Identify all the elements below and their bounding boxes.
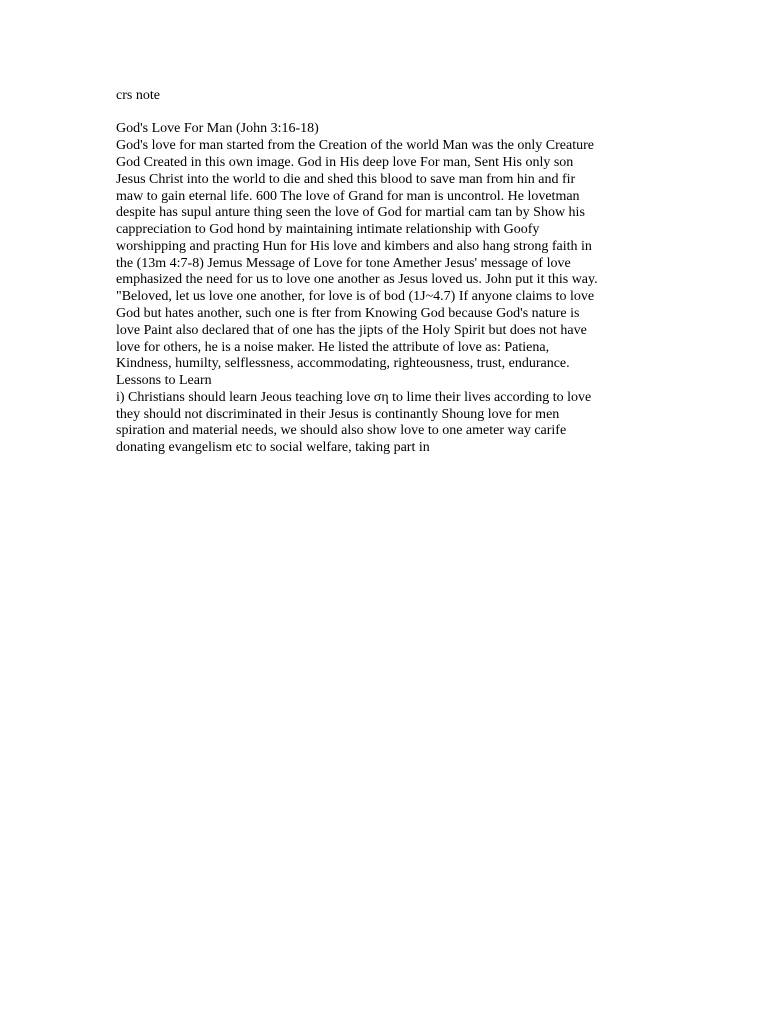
text-line: Jesus Christ into the world to die and shed this blood to save man from hin and fir [116,172,576,187]
text-line: God Created in this own image. God in His deep love For man, Sent His only son [116,155,574,170]
text-line: donating evangelism etc to social welfare, taking part in [116,440,430,455]
text-line: the (13m 4:7-8) Jemus Message of Love for tone Amether Jesus' message of love [116,256,571,271]
text-line: maw to gain eternal life. 600 The love of Grand for man is uncontrol. He lovetman [116,189,580,204]
section-heading: God's Love For Man (John 3:16-18) [116,121,319,136]
text-line: "Beloved, let us love one another, for love is of bod (1J~4.7) If anyone claims to love [116,289,595,304]
document-title: crs note [116,88,160,103]
text-line: Kindness, humilty, selflessness, accommodating, righteousness, trust, endurance. [116,356,570,371]
text-line: love for others, he is a noise maker. He listed the attribute of love as: Patiena, [116,340,550,355]
text-line: they should not discriminated in their Jesus is continantly Shoung love for men [116,407,560,422]
text-line: despite has supul anture thing seen the love of God for martial cam tan by Show his [116,205,585,220]
text-line: worshipping and practing Hun for His love and kimbers and also hang strong faith in [116,239,592,254]
text-line: love Paint also declared that of one has the jipts of the Holy Spirit but does not have [116,323,587,338]
text-line: God's love for man started from the Creation of the world Man was the only Creature [116,138,595,153]
document-page [116,0,656,1024]
text-line: spiration and material needs, we should also show love to one ameter way carife [116,423,567,438]
text-line: cappreciation to God hond by maintaining intimate relationship with Goofy [116,222,540,237]
section-heading: Lessons to Learn [116,373,212,388]
text-line: emphasized the need for us to love one another as Jesus loved us. John put it this way. [116,272,598,287]
text-line: i) Christians should learn Jeous teaching love ση to lime their lives according to love [116,390,592,405]
text-line: God but hates another, such one is fter from Knowing God because God's nature is [116,306,580,321]
